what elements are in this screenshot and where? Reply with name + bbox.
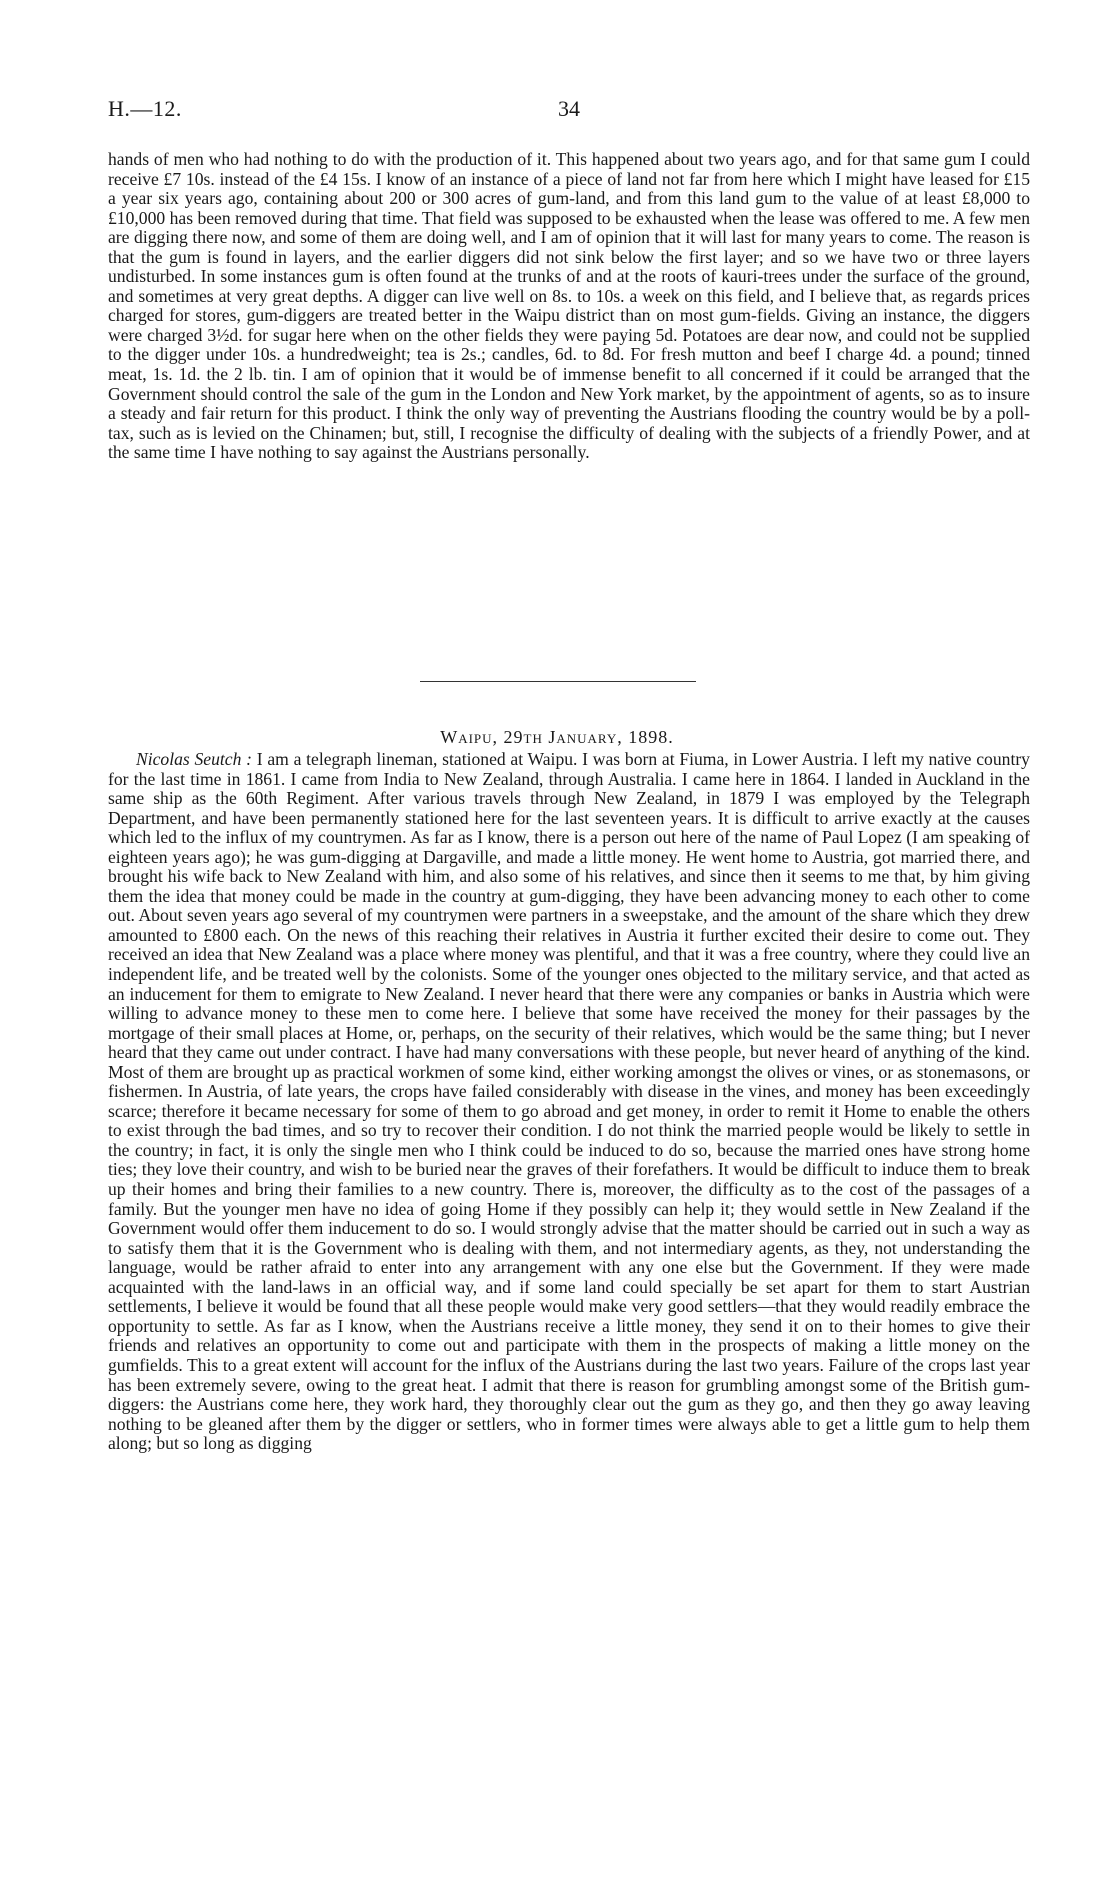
- paragraph-continued-testimony: hands of men who had nothing to do with the production of it. This happened about two years ago, and for that same gum I could receive £7 10s. instead of the £4 15s. I know of an instance of a piece of land not far from here which I might have leased for £15 a year six years ago, containing about 200 or 300 acres of gum-land, and from this land gum to the value of at least £8,000 to £10,000 has been removed during that time. That field was supposed to be exhausted when the lease was offered to me. A few men are digging there now, and some of them are doing well, and I am of opinion that it will last for many years to come. The reason is that the gum is found in layers, and the earlier diggers did not sink below the first layer; and so we have two or three layers undisturbed. In some instances gum is often found at the trunks of and at the roots of kauri-trees under the surface of the ground, and sometimes at very great depths. A digger can live well on 8s. to 10s. a week on this field, and I believe that, as regards prices charged for stores, gum-diggers are treated better in the Waipu district than on most gum-fields. Giving an instance, the diggers were charged 3½d. for sugar here when on the other fields they were paying 5d. Potatoes are dear now, and could not be supplied to the digger under 10s. a hundredweight; tea is 2s.; candles, 6d. to 8d. For fresh mutton and beef I charge 4d. a pound; tinned meat, 1s. 1d. the 2 lb. tin. I am of opinion that it would be of immense benefit to all concerned if it could be arranged that the Government should control the sale of the gum in the London and New York market, by the appointment of agents, so as to insure a steady and fair return for this product. I think the only way of preventing the Austrians flooding the country would be by a poll-tax, such as is levied on the Chinamen; but, still, I recognise the difficulty of dealing with the subjects of a friendly Power, and at the same time I have nothing to say against the Austrians personally.: [108, 149, 1030, 463]
- page-number: 34: [558, 96, 580, 121]
- speaker-name: Nicolas Seutch :: [136, 749, 253, 769]
- section-divider: [420, 681, 696, 682]
- document-id: H.—12.: [108, 96, 182, 121]
- testimony-text: I am a telegraph lineman, stationed at Waipu. I was born at Fiuma, in Lower Austria. I left my native country for the last time in 1861. I came from India to New Zealand, through Australia. I came here in 1864. I landed in Auckland in the same ship as the 60th Regiment. After various travels through New Zealand, in 1879 I was employed by the Telegraph Department, and have been permanently stationed here for the last seventeen years. It is difficult to arrive exactly at the causes which led to the influx of my countrymen. As far as I know, there is a person out here of the name of Paul Lopez (I am speaking of eighteen years ago); he was gum-digging at Dargaville, and made a little money. He went home to Austria, got married there, and brought his wife back to New Zealand with him, and also some of his relatives, and since then it seems to me that, by him giving them the idea that money could be made in the country at gum-digging, they have been advancing money to each other to come out. About seven years ago several of my countrymen were partners in a sweepstake, and the amount of the share which they drew amounted to £800 each. On the news of this reaching their relatives in Austria it further excited their desire to come out. They received an idea that New Zealand was a place where money was plentiful, and that it was a free country, where they could live an independent life, and be treated well by the colonists. Some of the younger ones objected to the military service, and that acted as an inducement for them to emigrate to New Zealand. I never heard that there were any companies or banks in Austria which were willing to advance money to these men to come here. I believe that some have received the money for their passages by the mortgage of their small places at Home, or, perhaps, on the security of their relatives, which would be the same thing; but I never heard that they came out under contract. I have had many conversations with these people, but never heard of anything of the kind. Most of them are brought up as practical workmen of some kind, either working amongst the olives or vines, or as stonemasons, or fishermen. In Austria, of late years, the crops have failed considerably with disease in the vines, and money has been exceedingly scarce; therefore it became necessary for some of them to go abroad and get money, in order to remit it Home to enable the others to exist through the bad times, and so try to recover their condition. I do not think the married people would be likely to settle in the country; in fact, it is only the single men who I think could be induced to do so, because the married ones have strong home ties; they love their country, and wish to be buried near the graves of their forefathers. It would be difficult to induce them to break up their homes and bring their families to a new country. There is, moreover, the difficulty as to the cost of the passages of a family. But the younger men have no idea of going Home if they possibly can help it; they would settle in New Zealand if the Government would offer them inducement to do so. I would strongly advise that the matter should be carried out in such a way as to satisfy them that it is the Government who is dealing with them, and not intermediary agents, as they, not understanding the language, would be rather afraid to enter into any arrangement with any one else but the Government. If they were made acquainted with the land-laws in an official way, and if some land could specially be set apart for them to start Austrian settlements, I believe it would be found that all these people would make very good settlers—that they would readily embrace the opportunity to settle. As far as I know, when the Austrians receive a little money, they send it on to their homes to give their friends and relatives an opportunity to come out and participate with them in the prospects of making a little money on the gumfields. This to a great extent will account for the influx of the Austrians during the last two years. Failure of the crops last year has been extremely severe, owing to the great heat. I admit that there is reason for grumbling amongst some of the British gum-diggers: the Austrians come here, they work hard, they thoroughly clear out the gum as they go, and then they go away leaving nothing to be gleaned after them by the digger or settlers, who in former times were always able to get a little gum to help them along; but so long as digging: [108, 749, 1031, 1454]
- page-header: [108, 96, 1030, 126]
- section-dateline: Waipu, 29th January, 1898.: [440, 727, 674, 747]
- paragraph-seutch-testimony: [108, 750, 1030, 1454]
